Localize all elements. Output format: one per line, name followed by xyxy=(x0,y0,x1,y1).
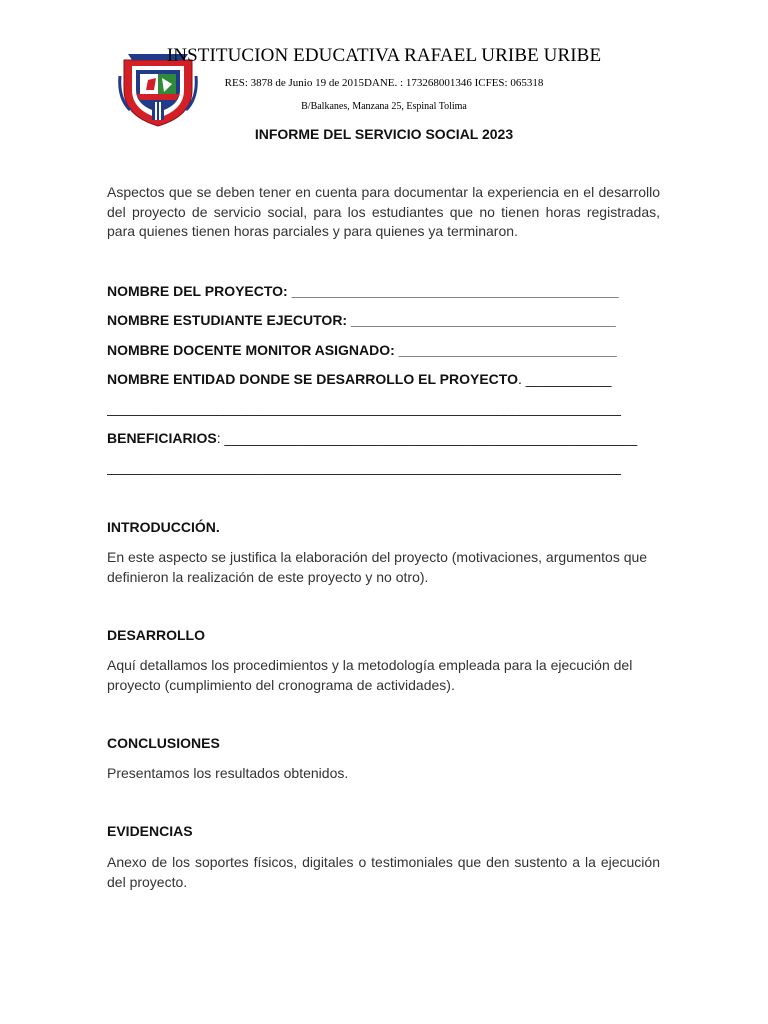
field-nombre-entidad xyxy=(107,371,667,387)
document-title: INFORME DEL SERVICIO SOCIAL 2023 xyxy=(254,126,514,142)
field-label: NOMBRE ESTUDIANTE EJECUTOR: xyxy=(107,312,348,328)
institution-resolution: RES: 3878 de Junio 19 de 2015DANE. : 173268001346 ICFES: 065318 xyxy=(224,77,544,89)
beneficiarios-continuation-line: __________________________________________________________________ xyxy=(107,459,621,475)
field-label: BENEFICIARIOS xyxy=(107,430,217,446)
field-beneficiarios xyxy=(107,430,667,446)
intro-paragraph: Aspectos que se deben tener en cuenta para documentar la experiencia en el desarrollo del proyecto de servicio social, para los estudiantes que no tienen horas registradas, para quienes tienen horas parciales y para quienes ya terminaron. xyxy=(107,184,660,239)
field-blank: . ___________ xyxy=(517,371,612,387)
field-nombre-docente xyxy=(107,342,667,358)
field-nombre-estudiante xyxy=(107,312,667,328)
entidad-continuation-line: __________________________________________________________________ xyxy=(107,400,621,416)
heading-conclusiones: CONCLUSIONES xyxy=(107,735,220,751)
field-blank: __________________________________________ xyxy=(287,283,619,299)
text-introduccion: En este aspecto se justifica la elaboración del proyecto (motivaciones, argumentos que definieron la realización de este proyecto y no otro). xyxy=(107,549,648,585)
field-nombre-proyecto xyxy=(107,283,667,299)
field-blank: ____________________________ xyxy=(394,342,617,358)
heading-desarrollo: DESARROLLO xyxy=(107,627,205,643)
field-label: NOMBRE DOCENTE MONITOR ASIGNADO: xyxy=(107,342,395,358)
heading-evidencias: EVIDENCIAS xyxy=(107,823,193,839)
text-desarrollo: Aquí detallamos los procedimientos y la metodología empleada para la ejecución del proyecto (cumplimiento del cronograma de actividades). xyxy=(107,657,633,693)
field-blank: : _____________________________________________________ xyxy=(216,430,638,446)
field-blank: __________________________________ xyxy=(347,312,616,328)
field-label: NOMBRE DEL PROYECTO: xyxy=(107,283,288,299)
institution-name: INSTITUCION EDUCATIVA RAFAEL URIBE URIBE xyxy=(166,45,602,66)
institution-address: B/Balkanes, Manzana 25, Espinal Tolima xyxy=(301,101,467,112)
heading-introduccion: INTRODUCCIÓN. xyxy=(107,519,220,535)
field-label: NOMBRE ENTIDAD DONDE SE DESARROLLO EL PROYECTO xyxy=(107,371,518,387)
text-evidencias: Anexo de los soportes físicos, digitales o testimoniales que den sustento a la ejecución del proyecto. xyxy=(107,854,660,890)
text-conclusiones: Presentamos los resultados obtenidos. xyxy=(107,765,349,781)
